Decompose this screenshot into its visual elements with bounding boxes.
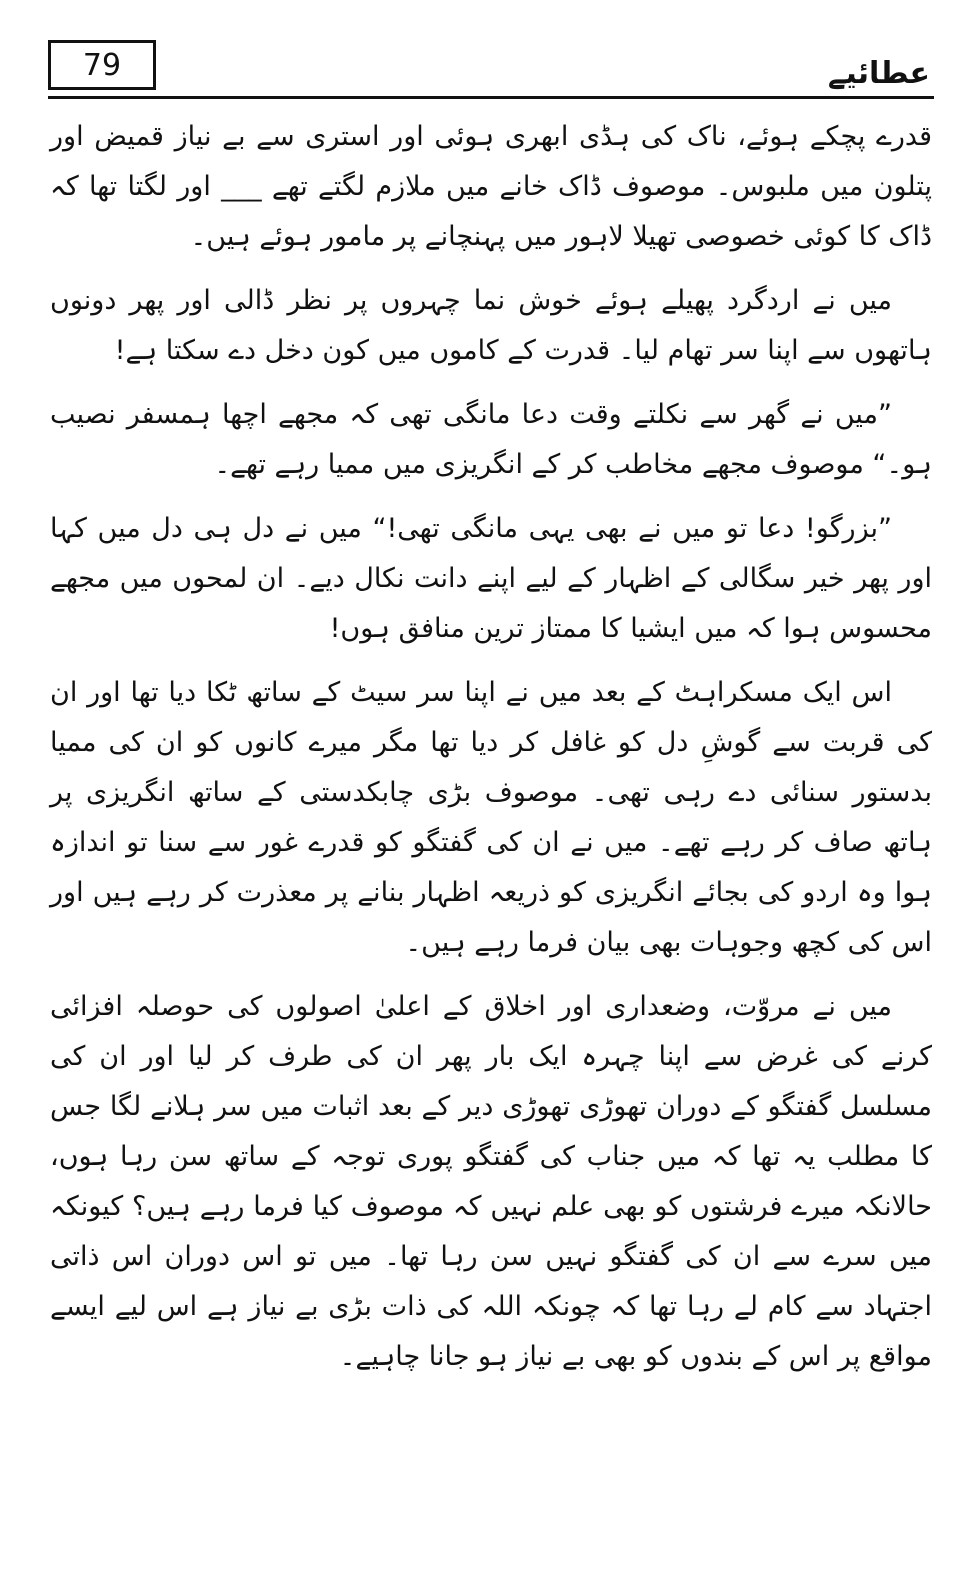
paragraph: قدرے پچکے ہوئے، ناک کی ہڈی ابھری ہوئی اور استری سے بے نیاز قمیض اور پتلون میں ملبوس۔ موصوف ڈاک خانے میں ملازم لگتے تھے ___ اور لگتا تھا کہ ڈاک کا کوئی خصوصی تھیلا لاہور میں پہنچانے پر مامور ہوئے ہیں۔ bbox=[50, 121, 932, 252]
paragraph: اس ایک مسکراہٹ کے بعد میں نے اپنا سر سیٹ کے ساتھ ٹکا دیا تھا اور ان کی قربت سے گوشِ دل کو غافل کر دیا تھا مگر میرے کانوں کو ان کی ممیا بدستور سنائی دے رہی تھی۔ موصوف بڑی چابکدستی کے ساتھ انگریزی پر ہاتھ صاف کر رہے تھے۔ میں نے ان کی گفتگو کو قدرے غور سے سنا تو اندازہ ہوا وہ اردو کی بجائے انگریزی کو ذریعہ اظہار بنانے پر معذرت کر رہے ہیں اور اس کی کچھ وجوہات بھی بیان فرما رہے ہیں۔ bbox=[50, 677, 932, 958]
paragraph: ”بزرگو! دعا تو میں نے بھی یہی مانگی تھی!“ میں نے دل ہی دل میں کہا اور پھر خیر سگالی کے اظہار کے لیے اپنے دانت نکال دیے۔ ان لمحوں میں مجھے محسوس ہوا کہ میں ایشیا کا ممتاز ترین منافق ہوں! bbox=[50, 513, 932, 644]
running-title: عطائیے bbox=[827, 56, 930, 91]
header-divider bbox=[48, 96, 934, 99]
paragraph: میں نے مروّت، وضعداری اور اخلاق کے اعلیٰ اصولوں کی حوصلہ افزائی کرنے کی غرض سے اپنا چہرہ ایک بار پھر ان کی طرف کر لیا اور ان کی مسلسل گفتگو کے دوران تھوڑی تھوڑی دیر کے بعد اثبات میں سر ہلانے لگا جس کا مطلب یہ تھا کہ میں جناب کی گفتگو پوری توجہ کے ساتھ سن رہا ہوں، حالانکہ میرے فرشتوں کو بھی علم نہیں کہ موصوف کیا فرما رہے ہیں؟ کیونکہ میں سرے سے ان کی گفتگو نہیں سن رہا تھا۔ میں تو اس دوران اس ذاتی اجتہاد سے کام لے رہا تھا کہ چونکہ اللہ کی ذات بڑی بے نیاز ہے اس لیے ایسے مواقع پر اس کے بندوں کو بھی بے نیاز ہو جانا چاہیے۔ bbox=[50, 991, 932, 1372]
paragraph: ”میں نے گھر سے نکلتے وقت دعا مانگی تھی کہ مجھے اچھا ہمسفر نصیب ہو۔“ موصوف مجھے مخاطب کر کے انگریزی میں ممیا رہے تھے۔ bbox=[50, 399, 932, 480]
body-text bbox=[50, 112, 932, 1396]
page-number: 79 bbox=[48, 40, 156, 90]
paragraph: میں نے اردگرد پھیلے ہوئے خوش نما چہروں پر نظر ڈالی اور پھر دونوں ہاتھوں سے اپنا سر تھام لیا۔ قدرت کے کاموں میں کون دخل دے سکتا ہے! bbox=[50, 285, 932, 366]
